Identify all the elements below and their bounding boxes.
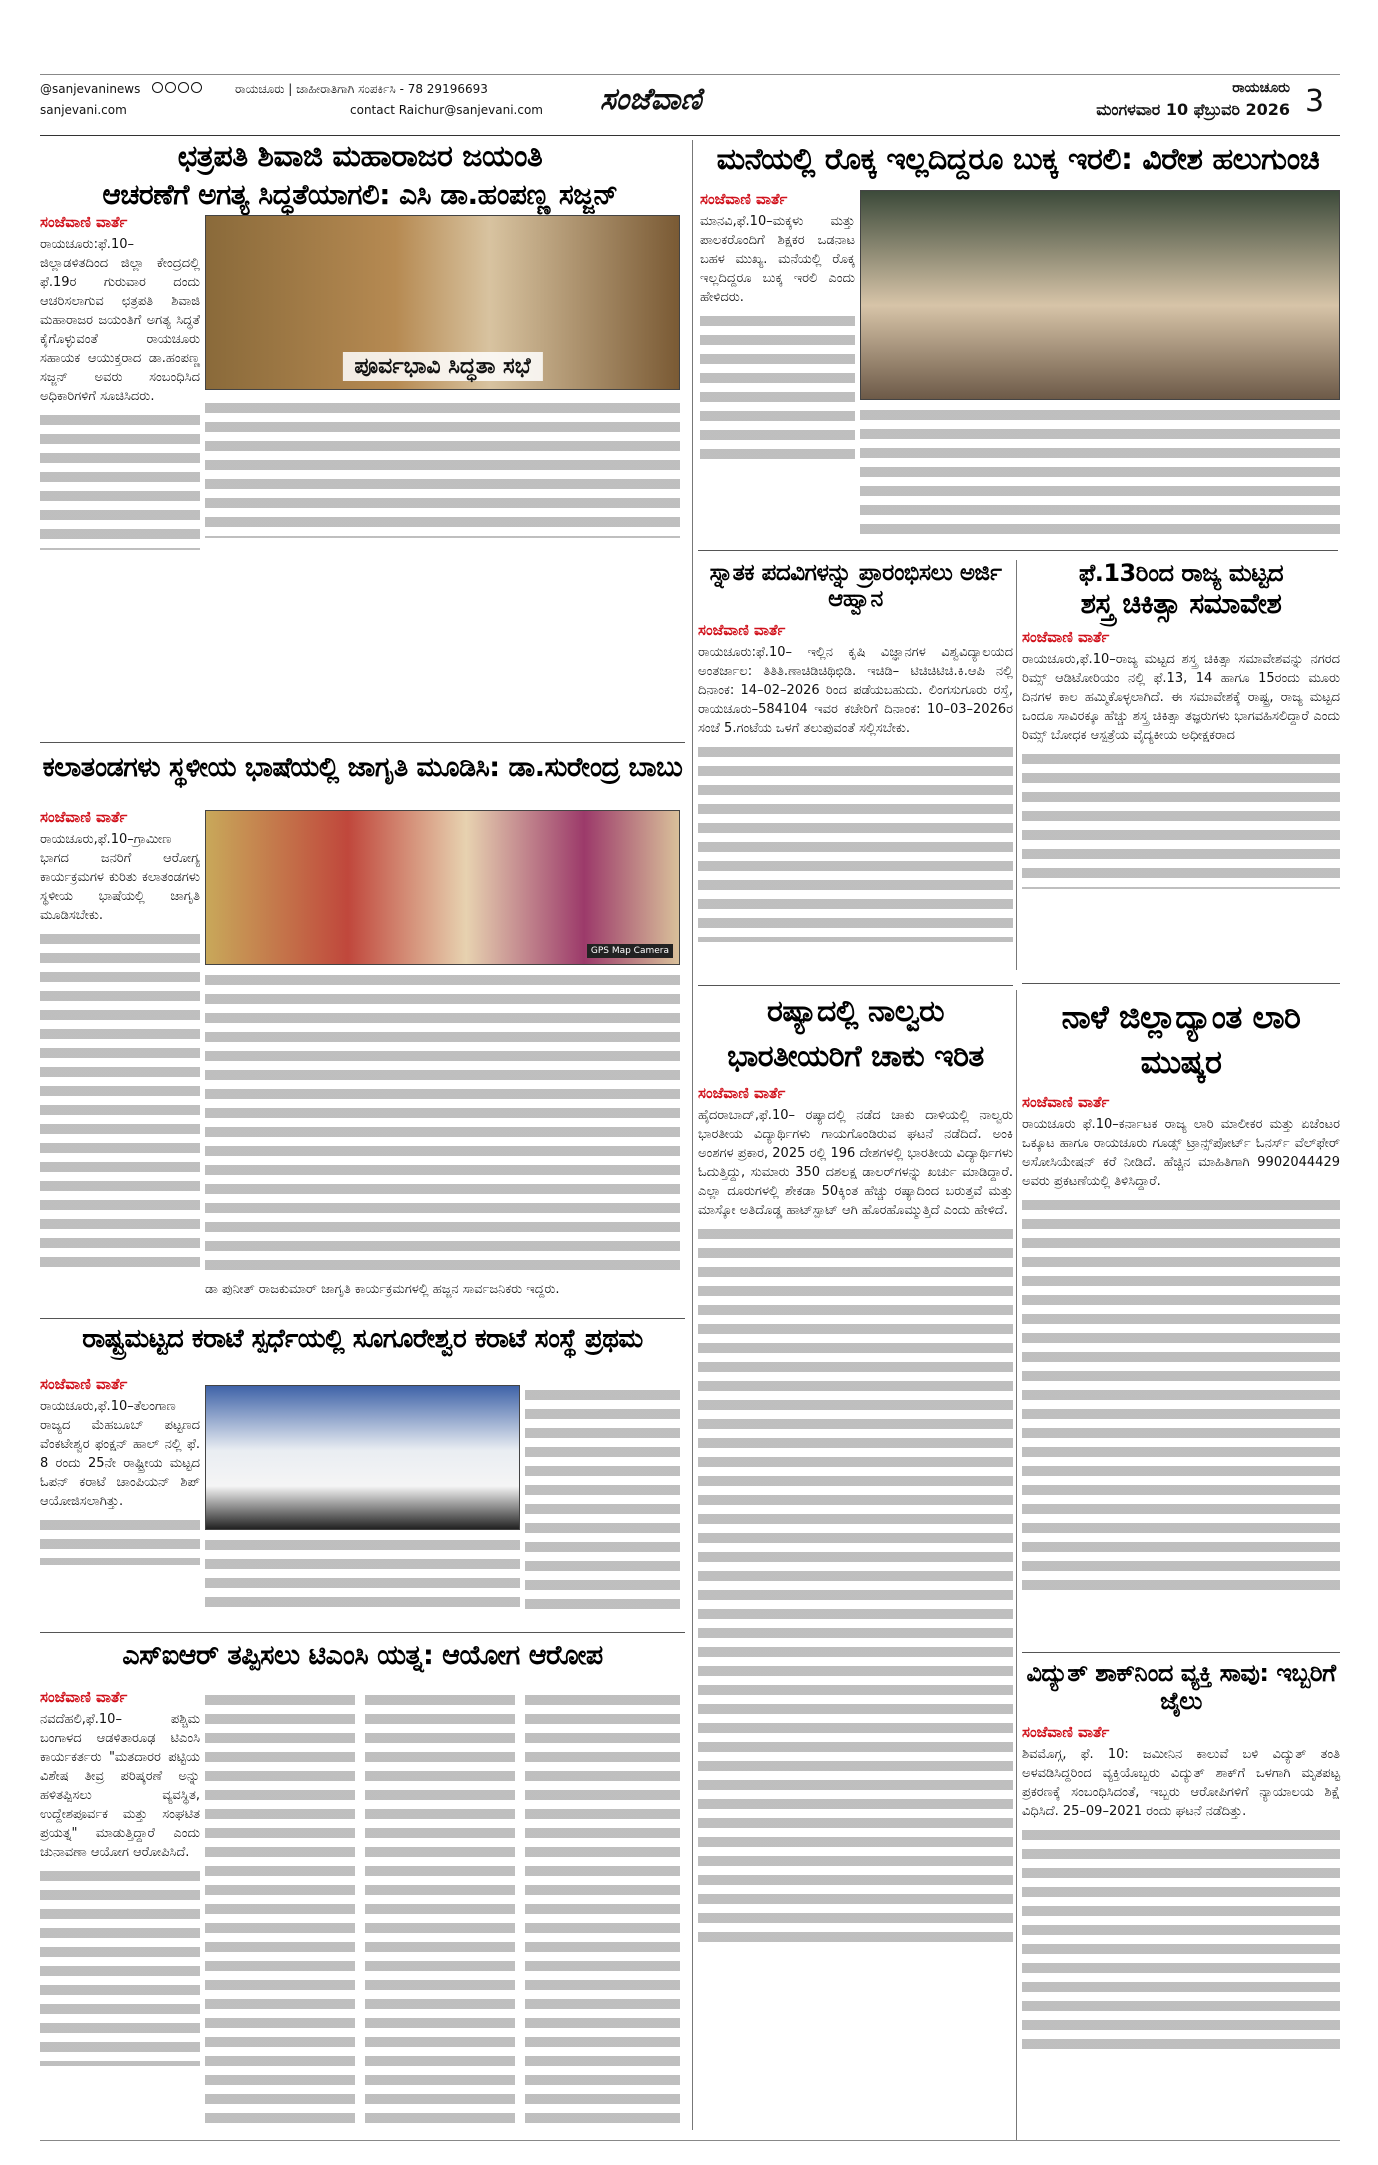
byline: ಸಂಜೆವಾಣಿ ವಾರ್ತೆ [700, 190, 788, 208]
headline: ಸ್ನಾತಕ ಪದವಿಗಳನ್ನು ಪ್ರಾರಂಭಿಸಲು ಅರ್ಜಿ ಆಹ್ವಾನ [709, 560, 1002, 613]
edition-city: ರಾಯಚೂರು [1232, 80, 1290, 96]
headline: ಆಚರಣೆಗೆ ಅಗತ್ಯ ಸಿದ್ಧತೆಯಾಗಲಿ: ಎಸಿ ಡಾ.ಹಂಪಣ್ಣ ಸಜ್ಜನ್ [102, 177, 618, 211]
byline: ಸಂಜೆವಾಣಿ ವಾರ್ತೆ [698, 1084, 786, 1102]
section-rule [698, 550, 1338, 551]
meeting-photo [205, 215, 680, 390]
masthead-rule [40, 135, 1340, 136]
article-text-continued [860, 405, 1340, 535]
section-rule [698, 985, 1013, 986]
contact-email[interactable]: contact Raichur@sanjevani.com [350, 103, 543, 117]
article-text: ಡಾ ಪುನೀತ್ ರಾಜಕುಮಾರ್ ಜಾಗೃತಿ ಕಾರ್ಯಕ್ರಮಗಳಲ್ಲಿ ಹಜ್ಜನ ಸಾರ್ವಜನಿಕರು ಇದ್ದರು. [205, 1282, 560, 1297]
column-divider [692, 140, 693, 2130]
youtube-icon[interactable] [178, 82, 189, 93]
karate-team-photo [205, 1385, 520, 1530]
article-text-continued [40, 410, 200, 550]
headline: ರಾಷ್ಟ್ರಮಟ್ಟದ ಕರಾಟೆ ಸ್ಪರ್ಧೆಯಲ್ಲಿ ಸೂಗೂರೇಶ್ವರ ಕರಾಟೆ ಸಂಸ್ಥೆ ಪ್ರಥಮ [82, 1324, 643, 1354]
article-text: ರಾಯಚೂರು ಫೆ.10–ಕರ್ನಾಟಕ ರಾಜ್ಯ ಲಾರಿ ಮಾಲೀಕರ ಮತ್ತು ಏಜೆಂಟರ ಒಕ್ಕೂಟ ಹಾಗೂ ರಾಯಚೂರು ಗೂಡ್ಸ್ ಟ್ರಾನ್ಸ್‌ಪೋರ್ಟ್ ಓನರ್ಸ್ ವೆಲ್‌ಫೇರ್ ಅಸೋಸಿಯೇಷನ್ ಕರೆ ನೀಡಿದೆ. ಹೆಚ್ಚಿನ ಮಾಹಿತಿಗಾಗಿ 9902044429 ಅವರು ಪ್ರಕಟಣೆಯಲ್ಲಿ ತಿಳಿಸಿದ್ದಾರೆ. [1022, 1116, 1340, 1189]
section-rule [40, 1318, 685, 1319]
bottom-rule [40, 2140, 1340, 2141]
article-text-continued [205, 398, 680, 538]
byline: ಸಂಜೆವಾಣಿ ವಾರ್ತೆ [40, 1375, 128, 1393]
photo-caption: GPS Map Camera [587, 944, 673, 958]
article-body [40, 1688, 200, 2066]
article-text-continued [698, 1224, 1013, 1944]
article-text: ಮಾನವಿ,ಫೆ.10–ಮಕ್ಕಳು ಮತ್ತು ಪಾಲಕರೊಂದಿಗೆ ಶಿಕ್ಷಕರ ಒಡನಾಟ ಬಹಳ ಮುಖ್ಯ. ಮನೆಯಲ್ಲಿ ರೊಕ್ಕ ಇಲ್ಲದಿದ್ದರೂ ಬುಕ್ಕ ಇರಲಿ ಎಂದು ಹೇಳಿದರು. [700, 214, 855, 305]
article-text: ನವದೆಹಲಿ,ಫೆ.10– ಪಶ್ಚಿಮ ಬಂಗಾಳದ ಆಡಳಿತಾರೂಢ ಟಿಎಂಸಿ ಕಾರ್ಯಕರ್ತರು "ಮತದಾರರ ಪಟ್ಟಿಯ ವಿಶೇಷ ತೀವ್ರ ಪರಿಷ್ಕರಣೆ ಅನ್ನು ಹಳಿತಪ್ಪಿಸಲು ವ್ಯವಸ್ಥಿತ, ಉದ್ದೇಶಪೂರ್ವಕ ಮತ್ತು ಸಂಘಟಿತ ಪ್ರಯತ್ನ" ಮಾಡುತ್ತಿದ್ದಾರೆ ಎಂದು ಚುನಾವಣಾ ಆಯೋಗ ಆರೋಪಿಸಿದೆ. [40, 1712, 200, 1860]
article-text: ಶಿವಮೊಗ್ಗ, ಫೆ. 10: ಜಮೀನಿನ ಕಾಲುವೆ ಬಳಿ ವಿದ್ಯುತ್ ತಂತಿ ಅಳವಡಿಸಿದ್ದರಿಂದ ವ್ಯಕ್ತಿಯೊಬ್ಬರು ವಿದ್ಯುತ್ ಶಾಕ್‌ಗೆ ಒಳಗಾಗಿ ಮೃತಪಟ್ಟ ಪ್ರಕರಣಕ್ಕೆ ಸಂಬಂಧಿಸಿದಂತೆ, ಇಬ್ಬರು ಆರೋಪಿಗಳಿಗೆ ನ್ಯಾಯಾಲಯ ಶಿಕ್ಷೆ ವಿಧಿಸಿದೆ. 25–09–2021 ರಂದು ಘಟನೆ ನಡೆದಿತ್ತು. [1022, 1747, 1340, 1820]
byline: ಸಂಜೆವಾಣಿ ವಾರ್ತೆ [1022, 1723, 1110, 1742]
twitter-icon[interactable] [191, 82, 202, 93]
article-body [40, 808, 200, 1269]
social-handle[interactable]: @sanjevaninews [40, 82, 141, 96]
headline: ಕಲಾತಂಡಗಳು ಸ್ಥಳೀಯ ಭಾಷೆಯಲ್ಲಿ ಜಾಗೃತಿ ಮೂಡಿಸಿ: ಡಾ.ಸುರೇಂದ್ರ ಬಾಬು [42, 752, 683, 783]
instagram-icon[interactable] [165, 82, 176, 93]
article-text-continued [525, 1690, 680, 2130]
byline: ಸಂಜೆವಾಣಿ ವಾರ್ತೆ [40, 213, 128, 231]
headline: ಶಸ್ತ್ರ ಚಿಕಿತ್ಸಾ ಸಮಾವೇಶ [1080, 586, 1282, 620]
facebook-icon[interactable] [152, 82, 163, 93]
article-lorry [1022, 995, 1340, 1595]
article-text-continued [205, 970, 680, 1270]
article-text-continued [1022, 1825, 1340, 2055]
byline: ಸಂಜೆವಾಣಿ ವಾರ್ತೆ [40, 808, 128, 826]
article-text-continued [40, 1866, 200, 2066]
website-link[interactable]: sanjevani.com [40, 103, 127, 117]
byline: ಸಂಜೆವಾಣಿ ವಾರ್ತೆ [698, 620, 786, 639]
headline: ಮನೆಯಲ್ಲಿ ರೊಕ್ಕ ಇಲ್ಲದಿದ್ದರೂ ಬುಕ್ಕ ಇರಲಿ: ವಿರೇಶ ಹಲುಗುಂಚಿ [716, 142, 1320, 177]
issue-date: ಮಂಗಳವಾರ 10 ಫೆಬ್ರುವರಿ 2026 [1096, 100, 1290, 119]
article-text-continued [698, 742, 1013, 942]
article-text: ಹೈದರಾಬಾದ್,ಫೆ.10– ರಷ್ಯಾದಲ್ಲಿ ನಡೆದ ಚಾಕು ದಾಳಿಯಲ್ಲಿ ನಾಲ್ವರು ಭಾರತೀಯ ವಿದ್ಯಾರ್ಥಿಗಳು ಗಾಯಗೊಂಡಿರುವ ಘಟನೆ ನಡೆದಿದೆ. ಅಂಕಿ ಅಂಶಗಳ ಪ್ರಕಾರ, 2025 ರಲ್ಲಿ 196 ದೇಶಗಳಲ್ಲಿ ಭಾರತೀಯ ವಿದ್ಯಾರ್ಥಿಗಳು ಓದುತ್ತಿದ್ದು, ಸುಮಾರು 350 ದಶಲಕ್ಷ ಡಾಲರ್‌ಗಳನ್ನು ಖರ್ಚು ಮಾಡಿದ್ದಾರೆ. ಎಲ್ಲಾ ದೂರುಗಳಲ್ಲಿ ಶೇಕಡಾ 50ಕ್ಕಿಂತ ಹೆಚ್ಚು ರಷ್ಯಾದಿಂದ ಬರುತ್ತವೆ ಮತ್ತು ಮಾಸ್ಕೋ ಅತಿದೊಡ್ಡ ಹಾಟ್‌ಸ್ಪಾಟ್ ಆಗಿ ಹೊರಹೊಮ್ಮುತ್ತಿದೆ ಎಂದು ಹೇಳಿದೆ. [698, 1108, 1013, 1218]
article-text-continued [1022, 1195, 1340, 1595]
article-body [40, 213, 200, 550]
article-text: ರಾಯಚೂರು:ಫೆ.10– ಜಿಲ್ಲಾಡಳಿತದಿಂದ ಜಿಲ್ಲಾ ಕೇಂದ್ರದಲ್ಲಿ ಫೆ.19ರ ಗುರುವಾರ ದಂದು ಆಚರಿಸಲಾಗುವ ಛತ್ರಪತಿ ಶಿವಾಜಿ ಮಹಾರಾಜರ ಜಯಂತಿಗೆ ಅಗತ್ಯ ಸಿದ್ಧತೆ ಕೈಗೊಳ್ಳುವಂತೆ ರಾಯಚೂರು ಸಹಾಯಕ ಆಯುಕ್ತರಾದ ಡಾ.ಹಂಪಣ್ಣ ಸಜ್ಜನ್ ಅವರು ಸಂಬಂಧಿಸಿದ ಅಧಿಕಾರಿಗಳಿಗೆ ಸೂಚಿಸಿದರು. [40, 237, 200, 404]
headline: ನಾಳೆ ಜಿಲ್ಲಾದ್ಯಾಂತ ಲಾರಿ ಮುಷ್ಕರ [1061, 998, 1301, 1081]
headline: ಎಸ್‌ಐಆರ್ ತಪ್ಪಿಸಲು ಟಿಎಂಸಿ ಯತ್ನ: ಆಯೋಗ ಆರೋಪ [122, 1640, 603, 1671]
column-divider [1016, 560, 1017, 970]
article-body [40, 1375, 200, 1565]
headline: ಭಾರತೀಯರಿಗೆ ಚಾಕು ಇರಿತ [727, 1038, 984, 1074]
article-text-continued [40, 929, 200, 1269]
article-text-continued [205, 1535, 520, 1610]
article-text-continued [40, 1515, 200, 1565]
section-rule [40, 742, 685, 743]
top-rule [40, 74, 1340, 75]
ad-contact: ರಾಯಚೂರು | ಜಾಹೀರಾತಿಗಾಗಿ ಸಂಪರ್ಕಿಸಿ - 78 29196693 [235, 82, 488, 96]
article-text-continued [700, 311, 855, 461]
article-shivaji [40, 140, 680, 211]
headline: ಛತ್ರಪತಿ ಶಿವಾಜಿ ಮಹಾರಾಜರ ಜಯಂತಿ [177, 139, 543, 174]
article-text: ರಾಯಚೂರು,ಫೆ.10–ತೆಲಂಗಾಣ ರಾಜ್ಯದ ಮೆಹಬೂಬ್ ಪಟ್ಟಣದ ವೆಂಕಟೇಶ್ವರ ಫಂಕ್ಷನ್ ಹಾಲ್ ನಲ್ಲಿ ಫೆ. 8 ರಂದು 25ನೇ ರಾಷ್ಟ್ರೀಯ ಮಟ್ಟದ ಓಪನ್ ಕರಾಟೆ ಚಾಂಪಿಯನ್ ಶಿಪ್ ಆಯೋಜಿಸಲಾಗಿತ್ತು. [40, 1399, 200, 1509]
article-text-continued [525, 1385, 680, 1610]
newspaper-logo: ಸಂಜೆವಾಣಿ [600, 82, 702, 117]
section-rule [1022, 1652, 1340, 1653]
social-icons [152, 82, 202, 93]
article-body [700, 190, 855, 461]
headline: ಫೆ.13ರಿಂದ ರಾಜ್ಯ ಮಟ್ಟದ [1078, 559, 1284, 587]
photo-caption: ಪೂರ್ವಭಾವಿ ಸಿದ್ಧತಾ ಸಭೆ [342, 352, 542, 381]
awareness-photo [205, 810, 680, 965]
section-rule [40, 1632, 685, 1633]
article-text: ರಾಯಚೂರು:ಫೆ.10– ಇಲ್ಲಿನ ಕೃಷಿ ವಿಜ್ಞಾನಗಳ ವಿಶ್ವವಿದ್ಯಾಲಯದ ಅಂತರ್ಜಾಲ: ತಿತಿತಿ.ಣಾಚಿಡಿಚಿಥಿಛಿಡಿ. ಇಚಿಡಿ– ಟಿಚಿಚಿಟಿಚಿ.ಕಿ.ಆಪಿ ನಲ್ಲಿ ದಿನಾಂಕ: 14–02–2026 ರಿಂದ ಪಡೆಯಬಹುದು. ಲಿಂಗಸುಗೂರು ರಸ್ತೆ, ರಾಯಚೂರು–584104 ಇವರ ಕಚೇರಿಗೆ ದಿನಾಂಕ: 10–03–2026ರ ಸಂಜೆ 5.ಗಂಟೆಯ ಒಳಗೆ ತಲುಪುವಂತೆ ಸಲ್ಲಿಸಬೇಕು. [698, 644, 1013, 736]
article-text-continued [365, 1690, 515, 2130]
page-number: 3 [1305, 84, 1325, 119]
event-photo [860, 190, 1340, 400]
headline: ವಿದ್ಯುತ್ ಶಾಕ್‌ನಿಂದ ವ್ಯಕ್ತಿ ಸಾವು: ಇಬ್ಬರಿಗೆ ಜೈಲು [1026, 1659, 1336, 1715]
column-divider [1016, 990, 1017, 2140]
byline: ಸಂಜೆವಾಣಿ ವಾರ್ತೆ [40, 1688, 128, 1706]
byline: ಸಂಜೆವಾಣಿ ವಾರ್ತೆ [1022, 627, 1110, 646]
article-shock [1022, 1660, 1340, 2055]
headline: ರಷ್ಯಾದಲ್ಲಿ ನಾಲ್ವರು [767, 994, 944, 1029]
article-snataka [698, 560, 1013, 942]
article-russia [698, 995, 1013, 1944]
byline: ಸಂಜೆವಾಣಿ ವಾರ್ತೆ [1022, 1092, 1110, 1111]
article-text: ರಾಯಚೂರು,ಫೆ.10–ರಾಜ್ಯ ಮಟ್ಟದ ಶಸ್ತ್ರ ಚಿಕಿತ್ಸಾ ಸಮಾವೇಶವನ್ನು ನಗರದ ರಿಮ್ಸ್ ಆಡಿಟೋರಿಯಂ ನಲ್ಲಿ ಫೆ.13, 14 ಹಾಗೂ 15ರಂದು ಮೂರು ದಿನಗಳ ಕಾಲ ಹಮ್ಮಿಕೊಳ್ಳಲಾಗಿದೆ. ಈ ಸಮಾವೇಶಕ್ಕೆ ರಾಷ್ಟ್ರ, ರಾಜ್ಯ ಮಟ್ಟದ ಒಂದೂ ಸಾವಿರಕ್ಕೂ ಹೆಚ್ಚು ಶಸ್ತ್ರ ಚಿಕಿತ್ಸಾ ತಜ್ಞರುಗಳು ಭಾಗವಹಿಸಲಿದ್ದಾರೆ ಎಂದು ರಿಮ್ಸ್ ಬೋಧಕ ಆಸ್ಪತ್ರೆಯ ವೈದ್ಯಕೀಯ ಅಧೀಕ್ಷಕರಾದ [1022, 651, 1340, 743]
article-text-continued [1022, 749, 1340, 889]
article-shastra [1022, 560, 1340, 889]
section-rule [1022, 983, 1340, 984]
article-text-continued [205, 1690, 355, 2130]
article-text: ರಾಯಚೂರು,ಫೆ.10–ಗ್ರಾಮೀಣ ಭಾಗದ ಜನರಿಗೆ ಆರೋಗ್ಯ ಕಾರ್ಯಕ್ರಮಗಳ ಕುರಿತು ಕಲಾತಂಡಗಳು ಸ್ಥಳೀಯ ಭಾಷೆಯಲ್ಲಿ ಜಾಗೃತಿ ಮೂಡಿಸಬೇಕು. [40, 832, 200, 923]
